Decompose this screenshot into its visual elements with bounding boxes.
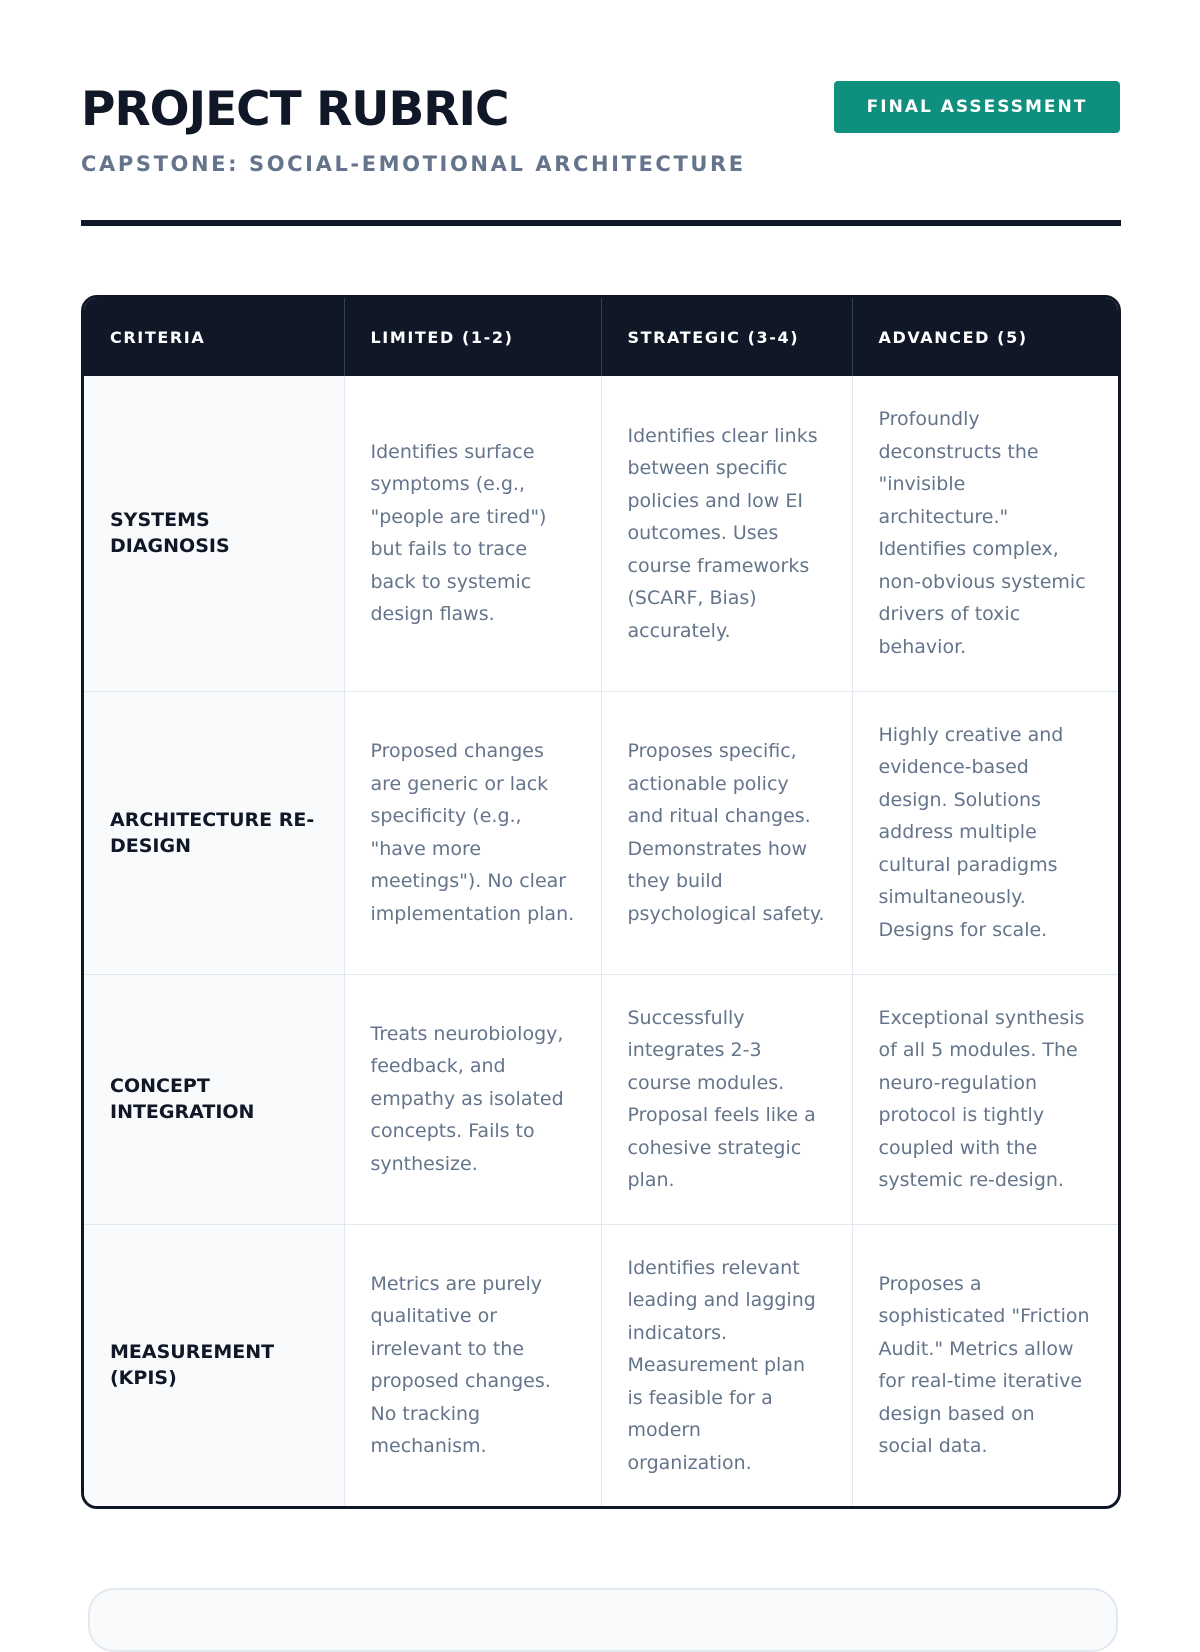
rubric-table <box>81 295 1121 1509</box>
page-title: PROJECT RUBRIC <box>81 82 509 137</box>
limited-cell: Identifies surface symptoms (e.g., "people are tired") but fails to trace back to systemic design flaws. <box>344 376 601 691</box>
criteria-cell: MEASUREMENT (KPIS) <box>84 1224 344 1506</box>
column-header-advanced: ADVANCED (5) <box>852 298 1118 376</box>
limited-cell: Metrics are purely qualitative or irrelevant to the proposed changes. No tracking mechanism. <box>344 1224 601 1506</box>
advanced-cell: Profoundly deconstructs the "invisible architecture." Identifies complex, non-obvious systemic drivers of toxic behavior. <box>878 408 1086 658</box>
advanced-cell: Exceptional synthesis of all 5 modules. The neuro-regulation protocol is tightly coupled with the systemic re-design. <box>852 974 1118 1224</box>
table-row <box>84 974 1118 1224</box>
criteria-cell: ARCHITECTURE RE-DESIGN <box>84 691 344 974</box>
page-subtitle: CAPSTONE: SOCIAL-EMOTIONAL ARCHITECTURE <box>81 152 746 176</box>
header-divider <box>81 220 1121 226</box>
strategic-cell: Identifies relevant leading and lagging indicators. Measurement plan is feasible for a modern organization. <box>601 1224 852 1506</box>
column-header-strategic: STRATEGIC (3-4) <box>601 298 852 376</box>
strategic-cell: Proposes specific, actionable policy and ritual changes. Demonstrates how they build psychological safety. <box>601 691 852 974</box>
table-row <box>84 691 1118 974</box>
limited-cell: Proposed changes are generic or lack specificity (e.g., "have more meetings"). No clear implementation plan. <box>344 691 601 974</box>
strategic-cell: Successfully integrates 2-3 course modules. Proposal feels like a cohesive strategic plan. <box>601 974 852 1224</box>
column-header-criteria: CRITERIA <box>84 298 344 376</box>
strategic-cell: Identifies clear links between specific policies and low EI outcomes. Uses course frameworks (SCARF, Bias) accurately. <box>601 376 852 691</box>
advanced-cell: Proposes a sophisticated "Friction Audit." Metrics allow for real-time iterative design based on social data. <box>852 1224 1118 1506</box>
bottom-card <box>88 1588 1118 1652</box>
criteria-cell: CONCEPT INTEGRATION <box>84 974 344 1224</box>
table-row <box>84 1224 1118 1506</box>
column-header-limited: LIMITED (1-2) <box>344 298 601 376</box>
table-row <box>84 376 1118 691</box>
limited-cell: Treats neurobiology, feedback, and empathy as isolated concepts. Fails to synthesize. <box>344 974 601 1224</box>
table-header-row <box>84 298 1118 376</box>
criteria-cell: SYSTEMS DIAGNOSIS <box>84 376 344 691</box>
final-assessment-badge: FINAL ASSESSMENT <box>834 81 1120 133</box>
advanced-cell: Highly creative and evidence-based design. Solutions address multiple cultural paradigms simultaneously. Designs for scale. <box>852 691 1118 974</box>
